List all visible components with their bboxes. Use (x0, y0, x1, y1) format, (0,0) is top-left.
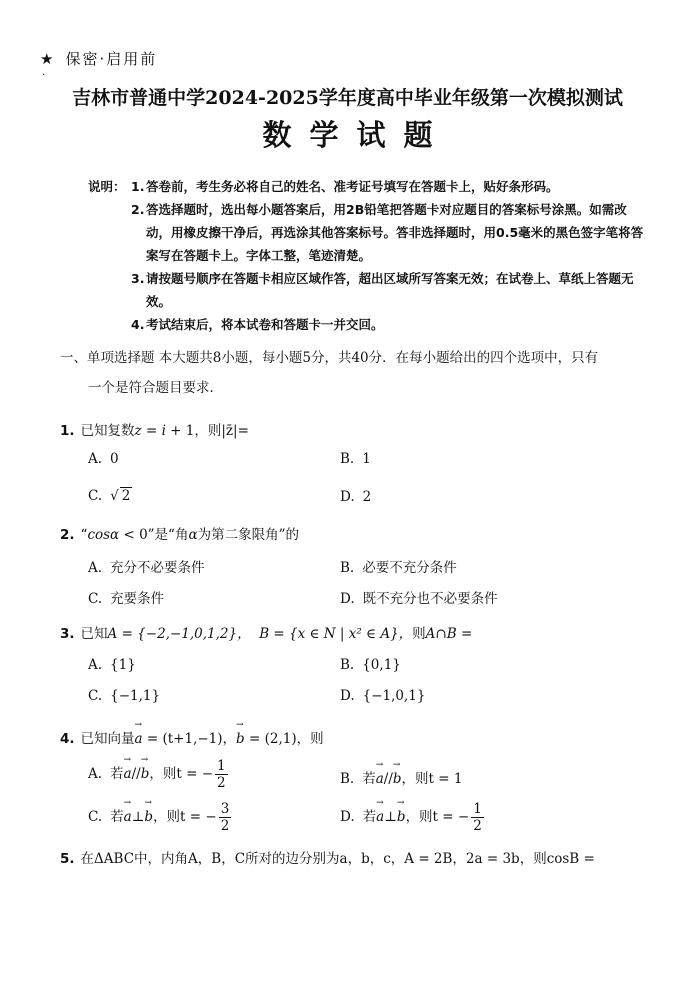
instruction-item: 4. 考试结束后，将本试卷和答题卡一并交回。 (131, 317, 384, 332)
question-2: 2. “cosα < 0”是“角α为第二象限角”的 (60, 527, 299, 543)
fraction: $\frac{3}{2}$ (220, 801, 230, 834)
q4-option-d: D. 若→ a⊥→ b，则t = − $\frac{1}{2}$ (340, 801, 486, 834)
q2-option-a: A. 充分不必要条件 (88, 560, 205, 576)
q1-option-a: A. 0 (88, 451, 119, 467)
instruction-item: 3. 请按题号顺序在答题卡相应区域作答，超出区域所写答案无效；在试卷上、草纸上答题无效。 (131, 271, 634, 309)
q1-option-c: C. √ 2 (88, 488, 131, 504)
question-4: 4. 已知向量→ a = (t+1,−1)，→ b = (2,1)，则 (60, 727, 324, 747)
instructions (88, 175, 648, 336)
instruction-item: 2. 答选择题时，选出每小题答案后，用2B铅笔把答题卡对应题目的答案标号涂黑。如需改动，用橡皮擦干净后，再选涂其他答案标号。答非选择题时，用0.5毫米的黑色签字笔将答案写在答题卡上。字体工整，笔迹清楚。 (131, 202, 644, 263)
fraction: $\frac{1}{2}$ (217, 758, 226, 791)
question-5: 5. 在ΔABC中，内角A，B，C所对的边分别为a，b，c，A = 2B，2a = 3b，则cosB = (60, 851, 595, 867)
q4-option-c: C. 若→ a⊥→ b，则t = − $\frac{3}{2}$ (88, 801, 233, 834)
q2-option-b: B. 必要不充分条件 (340, 560, 457, 576)
exam-title: 吉林市普通中学2024-2025学年度高中毕业年级第一次模拟测试 (72, 87, 623, 109)
q3-option-d: D. {−1,0,1} (340, 688, 426, 704)
question-3: 3. 已知A = {−2,−1,0,1,2}， B = {x ∈ N | x² ∈ A}，则A∩B = (60, 626, 473, 642)
subject-title: 数学试题 (262, 118, 451, 152)
q1-option-d: D. 2 (340, 489, 372, 505)
q2-option-c: C. 充要条件 (88, 591, 165, 607)
q2-option-d: D. 既不充分也不必要条件 (340, 591, 498, 607)
q4-option-b: B. 若→ a//→ b，则t = 1 (340, 767, 462, 787)
instructions-label: 说明： (88, 179, 126, 194)
fraction: $\frac{1}{2}$ (473, 801, 482, 834)
dot-mark: · (42, 70, 46, 81)
q3-option-a: A. {1} (88, 657, 136, 673)
q1-option-b: B. 1 (340, 451, 371, 467)
q4-option-a: A. 若→ a//→ b，则t = − $\frac{1}{2}$ (88, 758, 230, 791)
section-heading: 一、单项选择题 本大题共8小题，每小题5分，共40分．在每小题给出的四个选项中，只有 一个是符合题目要求． (60, 350, 599, 396)
instruction-item: 1. 答卷前，考生务必将自己的姓名、准考证号填写在答题卡上，贴好条形码。 (131, 179, 559, 194)
question-1: 1. 已知复数z = i + 1，则|z̄|= (60, 423, 249, 439)
q3-option-c: C. {−1,1} (88, 688, 161, 704)
q3-option-b: B. {0,1} (340, 657, 401, 673)
confidential-label: ★ 保密·启用前 (40, 50, 158, 68)
star-icon: ★ (40, 50, 56, 68)
